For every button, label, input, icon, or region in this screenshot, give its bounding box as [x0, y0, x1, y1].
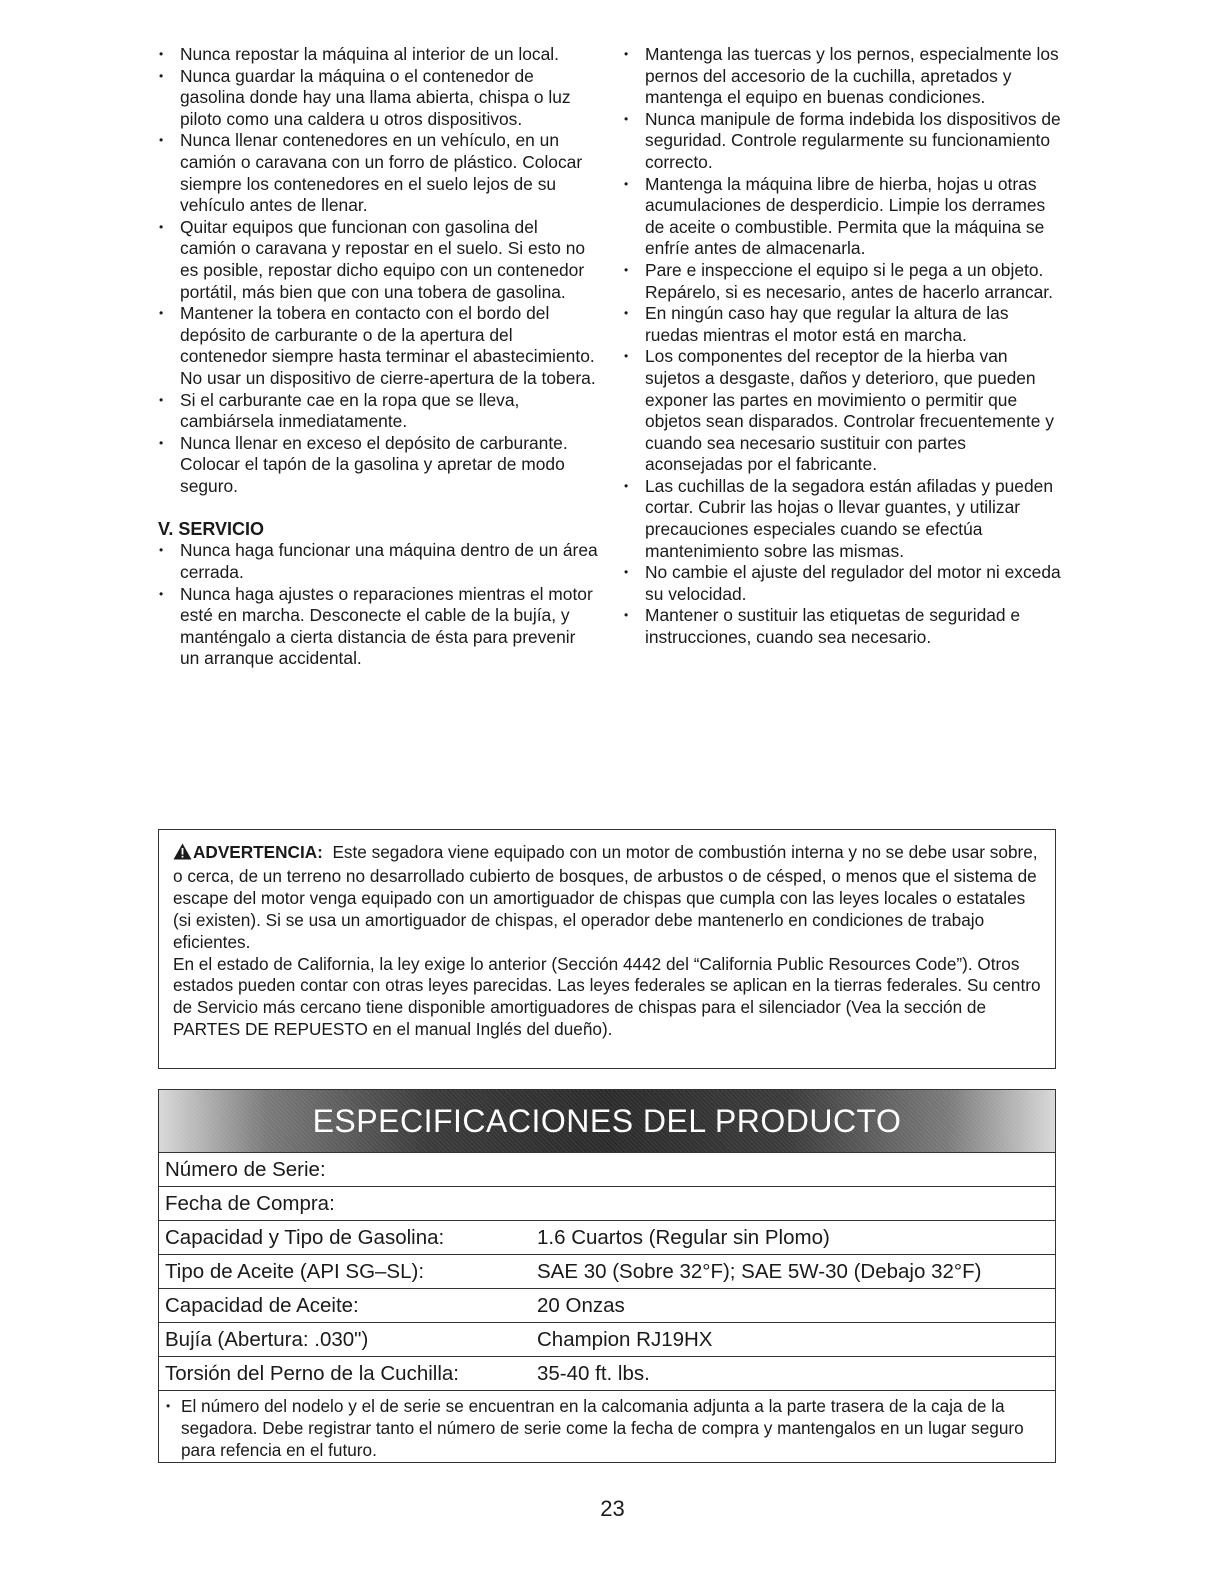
list-item: • Los componentes del receptor de la hierba van sujetos a desgaste, daños y deterioro, que pueden exponer las partes en movimiento o permitir que objetos sean disparados. Controlar frecuentemente y cuando sea necesario sustituir con partes aconsejadas por el fabricante. — [623, 346, 1063, 476]
list-item: • En ningún caso hay que regular la altura de las ruedas mientras el motor está en marcha. — [623, 303, 1063, 346]
warning-paragraph-california: En el estado de California, la ley exige lo anterior (Sección 4442 del “California Public Resources Code”). Otros estados pueden contar con otras leyes parecidas. Las leyes federales se aplican en la tierras federales. Su centro de Servicio más cercano tiene disponible amortiguadores de chispas para el silenciador (Vea la sección de PARTES DE REPUESTO en el manual Inglés del dueño). — [173, 953, 1041, 1040]
list-item: • Nunca haga ajustes o reparaciones mientras el motor esté en marcha. Desconecte el cable de la bujía, y manténgalo a cierta distancia de ésta para prevenir un arranque accidental. — [158, 584, 598, 670]
spec-label: Número de Serie: — [165, 1157, 326, 1181]
list-item: • Nunca guardar la máquina o el contenedor de gasolina donde hay una llama abierta, chispa o luz piloto como una caldera u otros dispositivos. — [158, 66, 598, 131]
warning-triangle-icon — [173, 843, 192, 866]
spec-row-serial-number — [159, 1153, 1055, 1187]
spec-value: 1.6 Cuartos (Regular sin Plomo) — [537, 1225, 830, 1249]
spec-value: SAE 30 (Sobre 32°F); SAE 5W-30 (Debajo 32°F) — [537, 1259, 982, 1283]
section-heading-servicio: V. SERVICIO — [158, 519, 265, 540]
spec-value: Champion RJ19HX — [537, 1327, 713, 1351]
spec-label: Torsión del Perno de la Cuchilla: — [165, 1361, 459, 1385]
right-column — [623, 44, 1063, 649]
spec-label: Bujía (Abertura: .030") — [165, 1327, 369, 1351]
list-item: • Si el carburante cae en la ropa que se lleva, cambiársela inmediatamente. — [158, 390, 598, 433]
list-item: • Nunca repostar la máquina al interior de un local. — [158, 44, 598, 66]
spec-row-fuel — [159, 1221, 1055, 1255]
list-item: • Mantenga la máquina libre de hierba, hojas u otras acumulaciones de desperdicio. Limpie los derrames de aceite o combustible. Permita que la máquina se enfríe antes de almacenarla. — [623, 174, 1063, 260]
list-item: • Pare e inspeccione el equipo si le pega a un objeto. Repárelo, si es necesario, antes de hacerlo arrancar. — [623, 260, 1063, 303]
product-specifications-table — [158, 1089, 1056, 1463]
spec-title: ESPECIFICACIONES DEL PRODUCTO — [159, 1090, 1055, 1153]
list-item: • Mantener o sustituir las etiquetas de seguridad e instrucciones, cuando sea necesario. — [623, 605, 1063, 648]
spec-row-blade-bolt-torque — [159, 1357, 1055, 1391]
list-item: • Mantener la tobera en contacto con el bordo del depósito de carburante o de la apertura del contenedor siempre hasta terminar el abastecimiento. No usar un dispositivo de cierre-apertura de la tobera. — [158, 303, 598, 389]
spec-row-purchase-date — [159, 1187, 1055, 1221]
spec-value: 35-40 ft. lbs. — [537, 1361, 650, 1385]
spec-label: Capacidad y Tipo de Gasolina: — [165, 1225, 445, 1249]
list-item: • No cambie el ajuste del regulador del motor ni exceda su velocidad. — [623, 562, 1063, 605]
list-item: • Mantenga las tuercas y los pernos, especialmente los pernos del accesorio de la cuchilla, apretados y mantenga el equipo en buenas condiciones. — [623, 44, 1063, 109]
list-item: • Las cuchillas de la segadora están afiladas y pueden cortar. Cubrir las hojas o llevar guantes, y utilizar precauciones especiales cuando se efectúa mantenimiento sobre las mismas. — [623, 476, 1063, 562]
spec-row-oil-type — [159, 1255, 1055, 1289]
list-item: • Nunca haga funcionar una máquina dentro de un área cerrada. — [158, 540, 598, 583]
spec-row-spark-plug — [159, 1323, 1055, 1357]
fueling-safety-list — [158, 44, 598, 497]
warning-text: Este segadora viene equipado con un motor de combustión interna y no se debe usar sobre, o cerca, de un terreno no desarrollado cubierto de bosques, de arbustos o de césped, o menos que el sistema de escape del motor venga equipado con un amortiguador de chispas que cumpla con las leyes locales o estatales (si existen). Si se usa un amortiguador de chispas, el operador debe mantenerlo en condiciones de trabajo eficientes. — [173, 842, 1038, 952]
warning-paragraph — [173, 842, 1041, 954]
list-item: • Nunca llenar en exceso el depósito de carburante. Colocar el tapón de la gasolina y apretar de modo seguro. — [158, 433, 598, 498]
spec-note: • El número del nodelo y el de serie se encuentran en la calcomania adjunta a la parte trasera de la caja de la segadora. Debe registrar tanto el número de serie come la fecha de compra y mantengalos en un lugar seguro para refencia en el futuro. — [159, 1391, 1055, 1461]
warning-label: ADVERTENCIA: — [193, 842, 323, 862]
spec-value: 20 Onzas — [537, 1293, 625, 1317]
warning-box — [158, 829, 1056, 1069]
page-number: 23 — [600, 1496, 625, 1521]
maintenance-safety-list — [623, 44, 1063, 649]
list-item: • Quitar equipos que funcionan con gasolina del camión o caravana y repostar en el suelo. Si esto no es posible, repostar dicho equipo con un contenedor portátil, más bien que con una tobera de gasolina. — [158, 217, 598, 303]
left-column — [158, 44, 598, 670]
spec-label: Tipo de Aceite (API SG–SL): — [165, 1259, 425, 1283]
list-item: • Nunca manipule de forma indebida los dispositivos de seguridad. Controle regularmente su funcionamiento correcto. — [623, 109, 1063, 174]
spec-row-oil-capacity — [159, 1289, 1055, 1323]
spec-label: Fecha de Compra: — [165, 1191, 335, 1215]
spec-label: Capacidad de Aceite: — [165, 1293, 359, 1317]
service-list — [158, 540, 598, 670]
list-item: • Nunca llenar contenedores en un vehículo, en un camión o caravana con un forro de plástico. Colocar siempre los contenedores en el suelo lejos de su vehículo antes de llenar. — [158, 130, 598, 216]
